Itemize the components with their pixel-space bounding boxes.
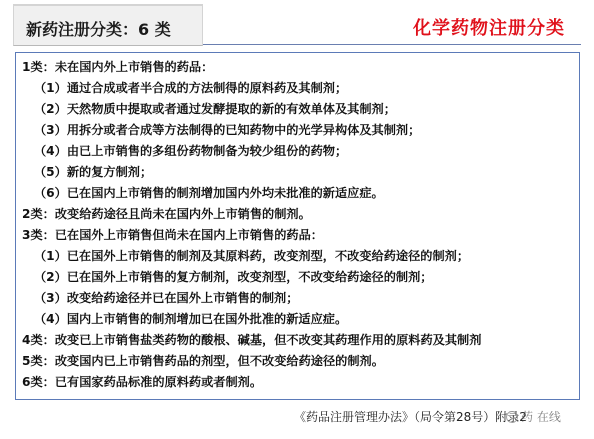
classification-list xyxy=(15,52,580,400)
slide-title-box xyxy=(13,4,203,46)
category-1-item-4: （4）由已上市销售的多组份药物制备为较少组份的药物； xyxy=(34,144,348,158)
category-3-item-4: （4）国内上市销售的制剂增加已在国外批准的新适应症。 xyxy=(34,312,348,326)
category-3-item-3: （3）改变给药途径并已在国外上市销售的制剂； xyxy=(34,291,299,305)
category-1-item-3: （3）用拆分或者合成等方法制得的已知药物中的光学异构体及其制剂； xyxy=(34,123,421,137)
category-1-item-1: （1）通过合成或者半合成的方法制得的原料药及其制剂； xyxy=(34,81,348,95)
category-1-item-6: （6）已在国内上市销售的制剂增加国内外均未批准的新适应症。 xyxy=(34,186,384,200)
category-1-item-5: （5）新的复方制剂； xyxy=(34,165,153,179)
category-6: 6类：已有国家药品标准的原料药或者制剂。 xyxy=(22,375,263,389)
slide-title: 新药注册分类：6 类 xyxy=(26,20,171,39)
wechat-logo-icon xyxy=(506,411,518,423)
watermark xyxy=(506,408,561,425)
slide-heading: 化学药物注册分类 xyxy=(413,18,565,39)
category-3-item-1: （1）已在国外上市销售的制剂及其原料药，改变剂型，不改变给药途径的制剂； xyxy=(34,249,470,263)
header-divider xyxy=(203,44,581,45)
category-3: 3类：已在国外上市销售但尚未在国内上市销售的药品： xyxy=(22,228,323,242)
category-1-item-2: （2）天然物质中提取或者通过发酵提取的新的有效单体及其制剂； xyxy=(34,102,396,116)
category-3-item-2: （2）已在国外上市销售的复方制剂，改变剂型，不改变给药途径的制剂； xyxy=(34,270,433,284)
source-citation: 《药品注册管理办法》（局令第28号）附录2 xyxy=(294,410,527,424)
category-2: 2类：改变给药途径且尚未在国内外上市销售的制剂。 xyxy=(22,207,311,221)
watermark-text: 药 在线 xyxy=(521,410,561,424)
category-5: 5类：改变国内已上市销售药品的剂型，但不改变给药途径的制剂。 xyxy=(22,354,384,368)
category-4: 4类：改变已上市销售盐类药物的酸根、碱基，但不改变其药理作用的原料药及其制剂 xyxy=(22,333,482,347)
category-1: 1类：未在国内外上市销售的药品： xyxy=(22,60,214,74)
